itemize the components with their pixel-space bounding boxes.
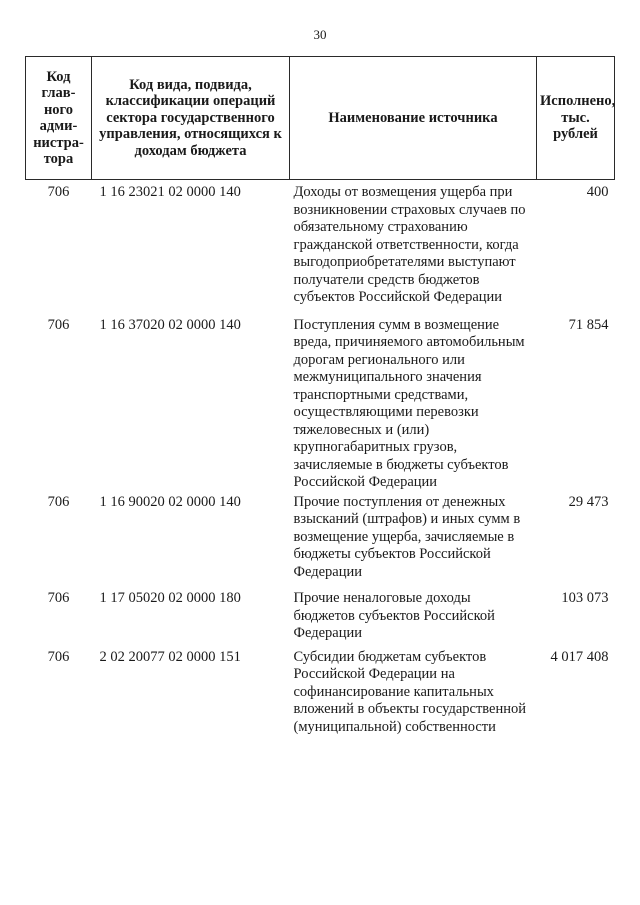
table-row — [26, 492, 615, 584]
page-number: 30 — [313, 27, 327, 42]
table-row — [26, 180, 615, 317]
classification-code-cell: 1 16 90020 02 0000 140 — [99, 493, 241, 510]
classification-code-cell: 1 16 23021 02 0000 140 — [99, 184, 241, 200]
classification-code-cell: 1 16 37020 02 0000 140 — [99, 316, 241, 333]
source-name-cell: Поступления сумм в возмещение вреда, причиняемого автомобильным дорогам регионального или межмуниципального значения транспортными средствами, осуществляющими перевозки тяжеловесных и (или) крупногабаритных грузов, зачисляемые в бюджеты субъектов Российской Федерации — [293, 316, 525, 490]
admin-code-cell: 706 — [47, 493, 70, 510]
table-body — [26, 180, 615, 737]
table-row — [26, 646, 615, 737]
header-source-name — [290, 57, 537, 180]
source-name-cell: Прочие поступления от денежных взысканий (штрафов) и иных сумм в возмещение ущерба, зачисляемые в бюджеты субъектов Российской Федерации — [293, 493, 521, 580]
admin-code-cell: 706 — [47, 648, 70, 665]
executed-amount-cell: 400 — [586, 184, 609, 200]
executed-amount-cell: 103 073 — [561, 590, 609, 606]
table-header — [26, 57, 615, 180]
source-name-cell: Прочие неналоговые доходы бюджетов субъектов Российской Федерации — [293, 590, 495, 641]
revenue-table-container — [25, 56, 614, 736]
executed-amount-cell: 29 473 — [568, 493, 609, 510]
source-name-cell: Доходы от возмещения ущерба при возникновении страховых случаев по обязательному страхованию гражданской ответственности, когда выгодоприобретателями выступают получатели средств бюджетов субъектов Российской Федерации — [293, 184, 526, 305]
header-admin-code-label: Код глав-ного адми-нистра-тора — [33, 68, 84, 167]
header-executed-label: Исполнено, тыс. рублей — [540, 93, 616, 143]
executed-amount-cell: 71 854 — [568, 316, 609, 333]
executed-amount-cell: 4 017 408 — [550, 648, 609, 665]
admin-code-cell: 706 — [47, 316, 70, 333]
header-executed — [537, 57, 615, 180]
header-source-name-label: Наименование источника — [328, 109, 498, 126]
classification-code-cell: 1 17 05020 02 0000 180 — [99, 590, 241, 606]
table-row — [26, 317, 615, 492]
admin-code-cell: 706 — [47, 590, 70, 606]
header-classification-code-label: Код вида, подвида, классификации операций сектора государственного управления, относящихся к доходам бюджета — [99, 76, 282, 159]
table-row — [26, 583, 615, 646]
classification-code-cell: 2 02 20077 02 0000 151 — [99, 648, 241, 665]
header-classification-code — [92, 57, 290, 180]
header-row — [26, 57, 615, 180]
header-admin-code — [26, 57, 92, 180]
revenue-table — [25, 56, 615, 736]
source-name-cell: Субсидии бюджетам субъектов Российской Федерации на софинансирование капитальных вложений в объекты государственной (муниципальной) собственности — [293, 648, 527, 735]
admin-code-cell: 706 — [47, 184, 70, 200]
